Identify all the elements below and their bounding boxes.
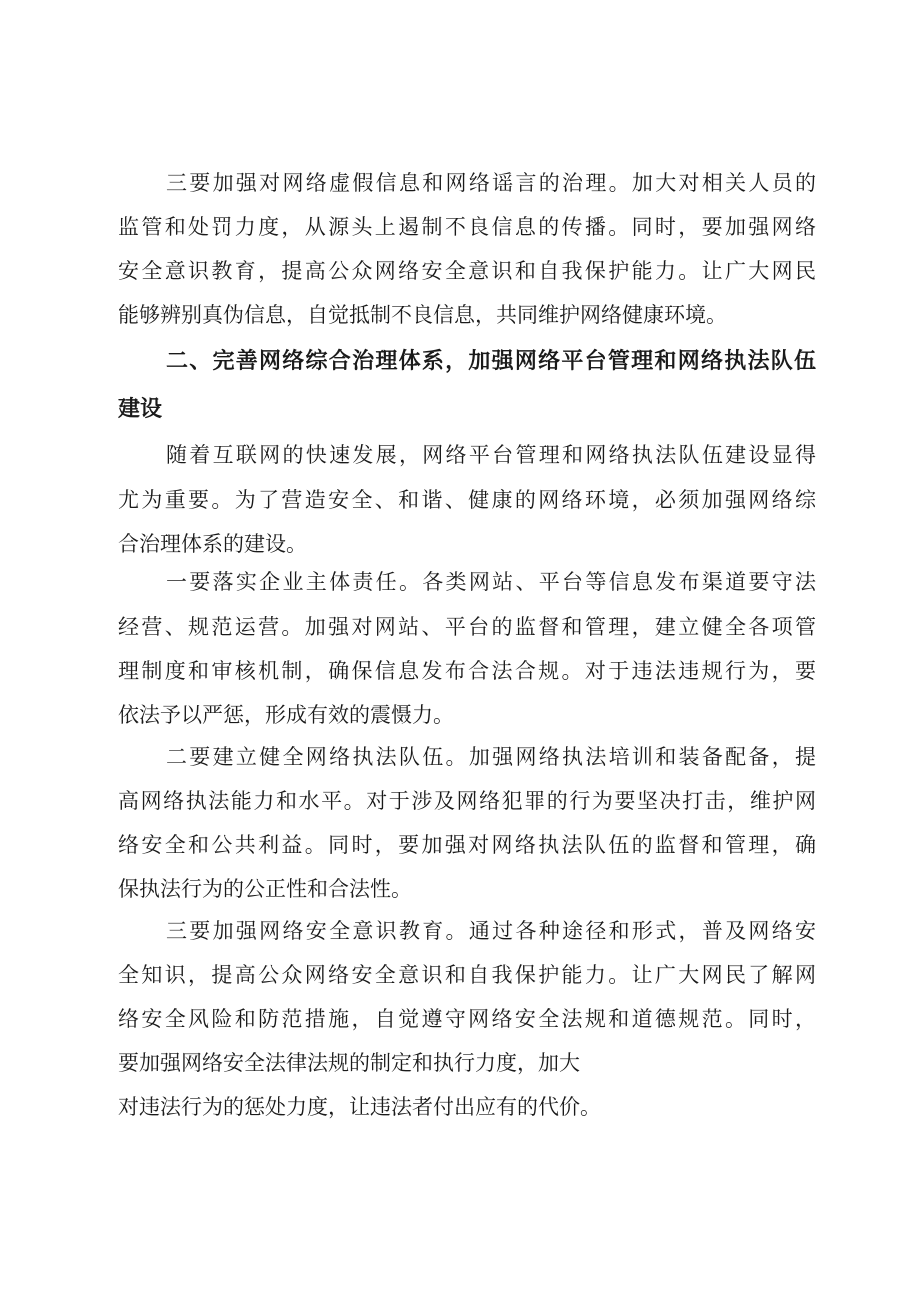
paragraph-5-line-4: 要加强网络安全法律法规的制定和执行力度，加大 xyxy=(118,1051,580,1075)
paragraph-1-line-4: 能够辨别真伪信息，自觉抵制不良信息，共同维护网络健康环境。 xyxy=(118,303,727,327)
paragraph-2-line-1: 随着互联网的快速发展，网络平台管理和网络执法队伍建设显得 xyxy=(166,443,816,467)
paragraph-4-line-4: 保执法行为的公正性和合法性。 xyxy=(118,877,412,901)
paragraph-1-line-1: 三要加强对网络虚假信息和网络谣言的治理。加大对相关人员的 xyxy=(166,171,816,195)
paragraph-5-line-2: 全知识，提高公众网络安全意识和自我保护能力。让广大网民了解网 xyxy=(118,963,816,987)
paragraph-5-line-5: 对违法行为的惩处力度，让违法者付出应有的代价。 xyxy=(118,1095,601,1119)
section-heading-line-1: 二、完善网络综合治理体系，加强网络平台管理和网络执法队伍 xyxy=(166,349,816,374)
paragraph-3-line-1: 一要落实企业主体责任。各类网站、平台等信息发布渠道要守法 xyxy=(166,570,816,594)
paragraph-2-line-2: 尤为重要。为了营造安全、和谐、健康的网络环境，必须加强网络综 xyxy=(118,488,816,512)
paragraph-2-line-3: 合治理体系的建设。 xyxy=(118,532,307,556)
paragraph-3-line-3: 理制度和审核机制，确保信息发布合法合规。对于违法违规行为，要 xyxy=(118,659,816,683)
paragraph-4-line-1: 二要建立健全网络执法队伍。加强网络执法培训和装备配备，提 xyxy=(166,745,816,769)
paragraph-5-line-1: 三要加强网络安全意识教育。通过各种途径和形式，普及网络安 xyxy=(166,919,816,943)
paragraph-1-line-3: 安全意识教育，提高公众网络安全意识和自我保护能力。让广大网民 xyxy=(118,259,816,283)
paragraph-3-line-2: 经营、规范运营。加强对网站、平台的监督和管理，建立健全各项管 xyxy=(118,615,816,639)
paragraph-5-line-3: 络安全风险和防范措施，自觉遵守网络安全法规和道德规范。同时， xyxy=(118,1007,816,1031)
paragraph-1-line-2: 监管和处罚力度，从源头上遏制不良信息的传播。同时，要加强网络 xyxy=(118,215,816,239)
section-heading-line-2: 建设 xyxy=(118,397,163,422)
paragraph-4-line-2: 高网络执法能力和水平。对于涉及网络犯罪的行为要坚决打击，维护网 xyxy=(118,789,816,813)
paragraph-4-line-3: 络安全和公共利益。同时，要加强对网络执法队伍的监督和管理，确 xyxy=(118,833,816,857)
paragraph-3-line-4: 依法予以严惩，形成有效的震慑力。 xyxy=(118,703,454,727)
